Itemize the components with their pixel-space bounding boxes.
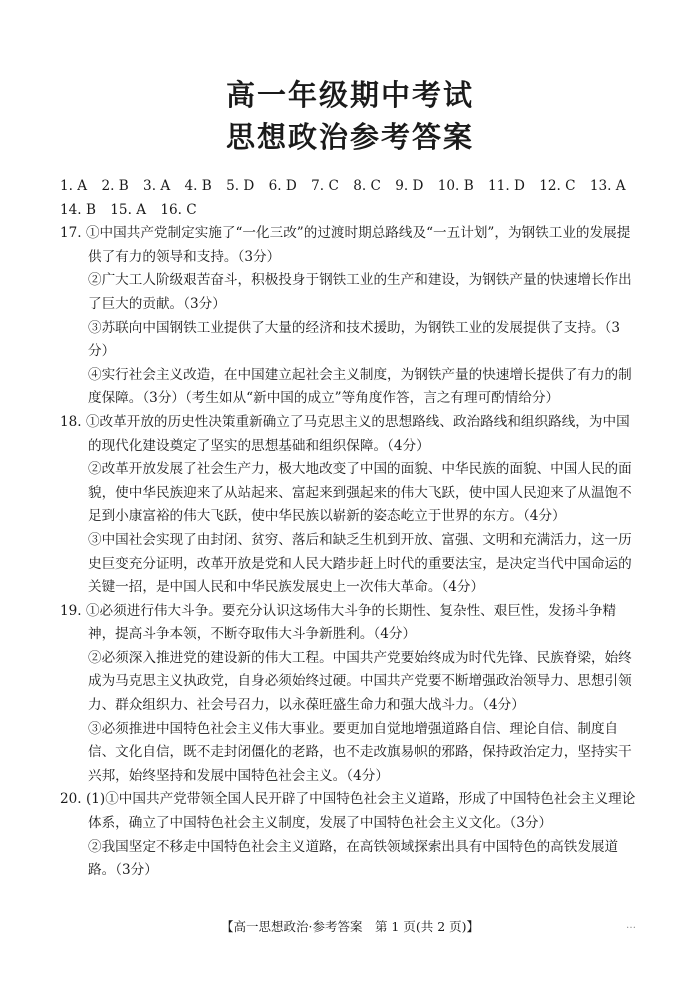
mc-answer: 12. C [539,178,576,194]
mc-answer: 15. A [110,201,147,218]
question-20-answer [60,788,640,882]
page-title: 高一年级期中考试 [225,78,474,112]
mc-answer: 2. B [101,178,129,194]
answer-point: ②我国坚定不移走中国特色社会主义道路，在高铁领域探索出具有中国特色的高铁发展道路。（3分） [88,838,619,879]
question-17-answer [60,222,640,411]
mc-answer: 7. C [311,178,339,194]
answer-point: ③苏联向中国钢铁工业提供了大量的经济和技术援助，为钢铁工业的发展提供了支持。（3分） [88,319,621,360]
mc-answer: 9. D [395,178,424,194]
answer-point: 18. ①改革开放的历史性决策重新确立了马克思主义的思想路线、政治路线和组织路线，为中国的现代化建设奠定了坚实的思想基础和组织保障。（4分） [60,413,630,454]
answer-point: ③必须推进中国特色社会主义伟大事业。要更加自觉地增强道路自信、理论自信、制度自信、文化自信，既不走封闭僵化的老路，也不走改旗易帜的邪路，保持政治定力，坚持实干兴邦，始终坚持和发展中国特色社会主义。（4分） [88,720,632,784]
mc-answer: 14. B [60,201,96,218]
mc-answer: 11. D [488,178,525,194]
corner-mark: … [626,920,636,931]
answer-point: ②改革开放发展了社会生产力，极大地改变了中国的面貌、中华民族的面貌、中国人民的面貌，使中华民族迎来了从站起来、富起来到强起来的伟大飞跃，使中国人民迎来了从温饱不足到小康富裕的伟大飞跃，使中华民族以崭新的姿态屹立于世界的东方。（4分） [88,461,632,525]
answer-point: 17. ①中国共产党制定实施了“一化三改”的过渡时期总路线及“一五计划”，为钢铁工业的发展提供了有力的领导和支持。（3分） [60,225,631,265]
mc-answer: 16. C [160,201,197,218]
answer-content [60,175,640,883]
answer-point: ②广大工人阶级艰苦奋斗，积极投身于钢铁工业的生产和建设，为钢铁产量的快速增长作出了巨大的贡献。（3分） [88,272,632,312]
question-19-answer [60,600,640,789]
mc-answer: 4. B [184,178,212,194]
answer-point: ③中国社会实现了由封闭、贫穷、落后和缺乏生机到开放、富强、文明和充满活力，这一历史巨变充分证明，改革开放是党和人民大踏步赶上时代的重要法宝，是决定当代中国命运的关键一招，是中国人民和中华民族发展史上一次伟大革命。（4分） [88,531,632,596]
page-footer: 【高一思想政治·参考答案 第 1 页(共 2 页)】 [220,919,480,934]
mc-answer: 13. A [589,178,626,194]
answer-point: 20. (1)①中国共产党带领全国人民开辟了中国特色社会主义道路，形成了中国特色社会主义理论体系，确立了中国特色社会主义制度，发展了中国特色社会主义文化。（3分） [60,791,636,832]
answer-point: 19. ①必须进行伟大斗争。要充分认识这场伟大斗争的长期性、复杂性、艰巨性，发扬斗争精神，提高斗争本领，不断夺取伟大斗争新胜利。（4分） [60,602,617,643]
mc-answer: 5. D [226,178,255,194]
answer-point: ④实行社会主义改造，在中国建立起社会主义制度，为钢铁产量的快速增长提供了有力的制度保障。（3分）（考生如从“新中国的成立”等角度作答，言之有理可酌情给分） [88,366,632,407]
mc-answer: 3. A [143,178,171,194]
answer-point: ②必须深入推进党的建设新的伟大工程。中国共产党要始终成为时代先锋、民族脊梁，始终成为马克思主义执政党，自身必须始终过硬。中国共产党要不断增强政治领导力、思想引领力、群众组织力、社会号召力，以永葆旺盛生命力和强大战斗力。（4分） [88,649,632,714]
question-18-answer [60,411,640,600]
mc-answer: 8. C [353,178,381,194]
multiple-choice-answers [60,175,640,222]
mc-answer: 10. B [437,178,474,194]
page-subtitle: 思想政治参考答案 [225,120,474,154]
mc-answer: 6. D [268,178,297,194]
mc-answer: 1. A [60,178,88,194]
